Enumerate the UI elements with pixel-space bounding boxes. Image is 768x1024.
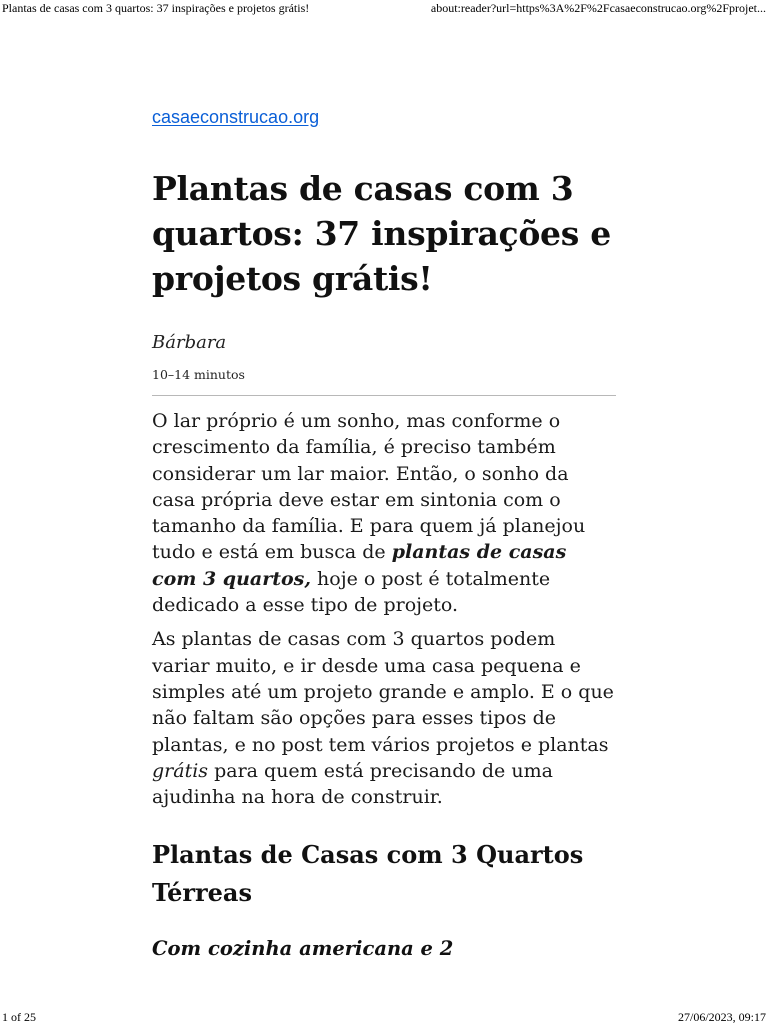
section-heading: Plantas de Casas com 3 Quartos Térreas (152, 840, 584, 908)
paragraph-variety (152, 626, 616, 810)
print-header-url: about:reader?url=https%3A%2F%2Fcasaeconstrucao.org%2Fprojet... (430, 1, 766, 15)
print-footer (0, 1010, 768, 1024)
print-header (0, 1, 768, 16)
reading-time: 10–14 minutos (152, 367, 245, 382)
header-divider (152, 395, 616, 396)
paragraph-intro-text-1: O lar próprio é um sonho, mas conforme o crescimento da família, é preciso também considerar um lar maior. Então, o sonho da casa própria deve estar em sintonia com o tamanho da família. E para quem já planejou tudo e está em busca de (152, 410, 586, 564)
subsection-heading: Com cozinha americana e 2 (152, 937, 454, 961)
article-author: Bárbara (152, 332, 227, 353)
paragraph-intro-text-2: hoje o post é totalmente dedicado a esse tipo de projeto. (152, 567, 551, 617)
print-datetime: 27/06/2023, 09:17 (677, 1010, 766, 1024)
paragraph-variety-text-1: As plantas de casas com 3 quartos podem variar muito, e ir desde uma casa pequena e simples até um projeto grande e amplo. E o que não faltam são opções para esses tipos de plantas, e no post tem vários projetos e plantas (152, 628, 614, 756)
source-link[interactable]: casaeconstrucao.org (152, 107, 320, 127)
paragraph-variety-text-2: para quem está precisando de uma ajudinha na hora de construir. (152, 759, 553, 809)
reader-article (152, 106, 616, 962)
page-number: 1 of 25 (2, 1010, 36, 1024)
print-header-title: Plantas de casas com 3 quartos: 37 inspirações e projetos grátis! (2, 1, 310, 15)
paragraph-intro-emphasis: plantas de casas com 3 quartos, (152, 541, 567, 590)
article-title: Plantas de casas com 3 quartos: 37 inspirações e projetos grátis! (152, 169, 611, 298)
paragraph-variety-emphasis: grátis (152, 759, 209, 782)
paragraph-intro (152, 408, 616, 618)
